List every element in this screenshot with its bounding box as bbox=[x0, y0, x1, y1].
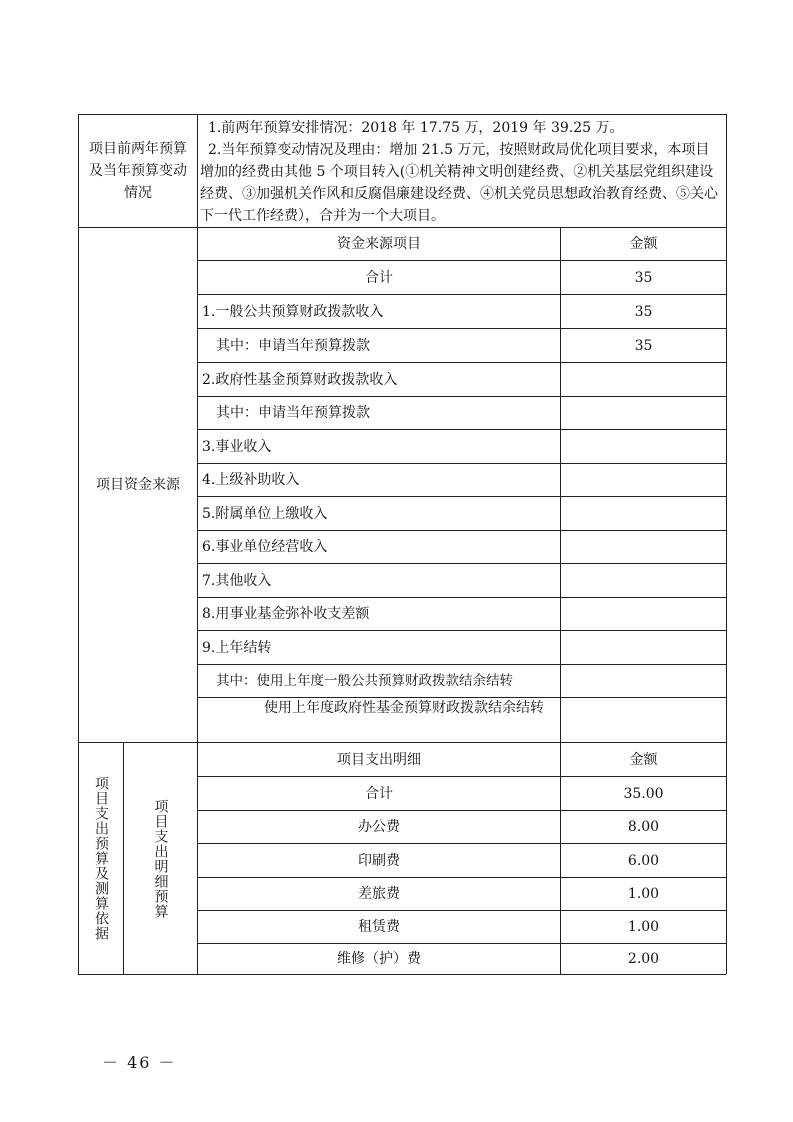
funding-row-amount: 35 bbox=[634, 337, 653, 354]
funding-row-amount bbox=[561, 598, 726, 630]
funding-row-item: 2.政府性基金预算财政拨款收入 bbox=[202, 371, 398, 388]
funding-header-amount: 金额 bbox=[629, 236, 658, 252]
funding-row-item: 8.用事业基金弥补收支差额 bbox=[202, 606, 370, 622]
funding-row-item: 7.其他收入 bbox=[202, 572, 272, 589]
budget-change-content bbox=[200, 117, 722, 227]
funding-row-amount: 35 bbox=[634, 269, 653, 286]
expenditure-row-amount: 2.00 bbox=[627, 951, 660, 967]
funding-row-item: 6.事业单位经营收入 bbox=[202, 539, 328, 555]
expenditure-row-amount: 6.00 bbox=[627, 852, 660, 869]
funding-row-amount bbox=[561, 564, 726, 597]
funding-row-amount bbox=[561, 397, 726, 429]
funding-row-item: 使用上年度政府性基金预算财政拨款结余结转 bbox=[264, 700, 544, 716]
expenditure-header-amount: 金额 bbox=[629, 751, 658, 768]
expenditure-row-amount: 8.00 bbox=[627, 819, 660, 835]
expenditure-inner-label bbox=[124, 743, 197, 974]
funding-row-item: 4.上级补助收入 bbox=[202, 472, 300, 488]
page-number: － 46 － bbox=[102, 1053, 177, 1072]
expenditure-row-item: 合计 bbox=[365, 785, 393, 802]
funding-row-amount bbox=[561, 464, 726, 496]
funding-row-amount bbox=[561, 665, 726, 697]
funding-row-amount bbox=[561, 363, 726, 396]
funding-row-item: 其中：使用上年度一般公共预算财政拨款结余结转 bbox=[216, 673, 513, 689]
expenditure-row-item: 差旅费 bbox=[358, 886, 400, 902]
funding-row-amount: 35 bbox=[634, 303, 653, 320]
funding-row-amount bbox=[561, 497, 726, 530]
funding-row-amount bbox=[561, 531, 726, 563]
expenditure-outer-label-text: 项目支出预算及测算依据 bbox=[93, 776, 109, 941]
table-top-border bbox=[78, 114, 726, 115]
funding-row-item: 3.事业收入 bbox=[202, 438, 272, 455]
budget-change-label: 项目前两年预算及当年预算变动情况 bbox=[89, 141, 187, 201]
funding-row-item: 5.附属单位上缴收入 bbox=[202, 505, 328, 522]
funding-row-amount bbox=[561, 631, 726, 664]
funding-row-amount bbox=[561, 430, 726, 463]
expenditure-inner-label-text: 项目支出明细预算 bbox=[152, 798, 169, 919]
funding-row-item: 9.上年结转 bbox=[202, 639, 272, 656]
funding-header-item: 资金来源项目 bbox=[337, 236, 421, 252]
funding-row-amount bbox=[561, 698, 726, 742]
table-right-border bbox=[726, 114, 727, 974]
table-bottom-border bbox=[78, 974, 726, 975]
expenditure-row-item: 租赁费 bbox=[358, 919, 400, 935]
funding-row-item: 其中：申请当年预算拨款 bbox=[216, 337, 370, 354]
funding-source-label: 项目资金来源 bbox=[96, 476, 180, 493]
expenditure-row-amount: 1.00 bbox=[627, 919, 660, 935]
funding-row-item: 合计 bbox=[365, 269, 393, 286]
expenditure-row-amount: 1.00 bbox=[627, 886, 660, 902]
expenditure-row-item: 印刷费 bbox=[358, 852, 400, 869]
funding-row-item: 其中：申请当年预算拨款 bbox=[216, 405, 370, 421]
expenditure-outer-label bbox=[79, 743, 123, 974]
budget-change-reason: 2.当年预算变动情况及理由：增加 21.5 万元，按照财政局优化项目要求，本项目增加的经费由其他 5 个项目转入(①机关精神文明创建经费、②机关基层党组织建设经费、③加强机关作风和反腐倡廉建设经费、④机关党员思想政治教育经费、⑤关心下一代工作经费），合并为一个大项目。 bbox=[200, 142, 718, 224]
funding-row-item: 1.一般公共预算财政拨款收入 bbox=[202, 303, 384, 320]
expenditure-row-amount: 35.00 bbox=[623, 785, 664, 802]
budget-history-line: 1.前两年预算安排情况：2018 年 17.75 万，2019 年 39.25 万。 bbox=[208, 120, 624, 136]
expenditure-row-item: 办公费 bbox=[358, 819, 400, 835]
expenditure-row-item: 维修（护）费 bbox=[337, 951, 421, 967]
expenditure-header-item: 项目支出明细 bbox=[337, 751, 421, 768]
